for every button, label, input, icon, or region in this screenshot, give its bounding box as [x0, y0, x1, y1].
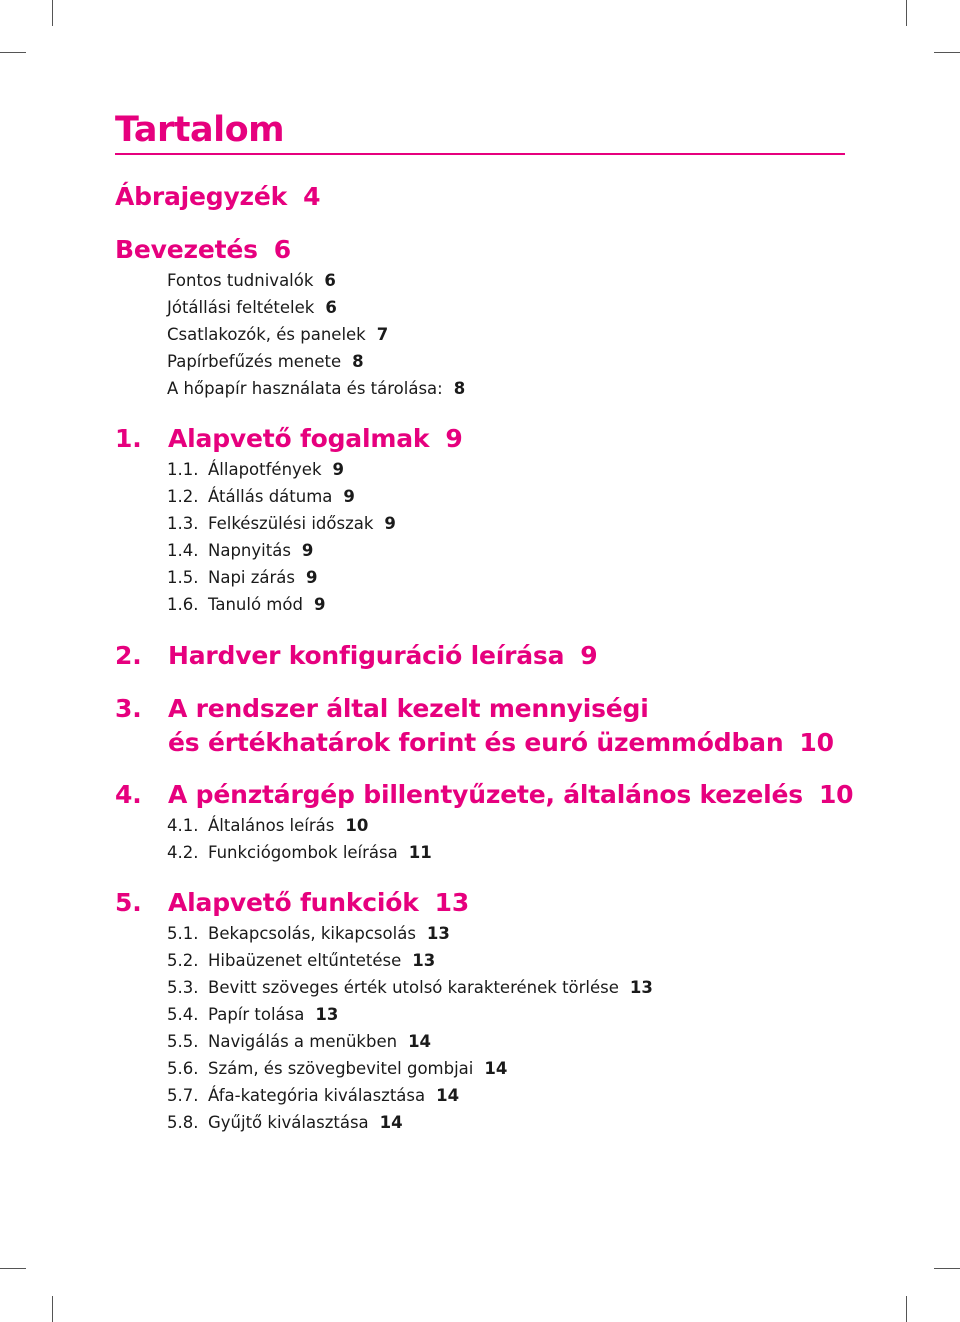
- toc-section-label-line-2: és értékhatárok forint és euró üzemmódban: [168, 728, 784, 757]
- toc-page-number: 7: [376, 325, 389, 344]
- toc-entry-5-7[interactable]: [167, 1085, 459, 1107]
- toc-entry-1-5[interactable]: [167, 567, 318, 589]
- toc-page-number: 13: [629, 978, 653, 997]
- toc-page-number: 9: [580, 641, 598, 670]
- toc-entry-label: Állapotfények: [208, 460, 322, 479]
- toc-section-label-line-1: A rendszer által kezelt mennyiségi: [168, 694, 649, 723]
- toc-entry-label: Papírbefűzés menete: [167, 352, 342, 371]
- toc-section-number: 4.: [115, 780, 142, 809]
- toc-page-number: 8: [453, 379, 466, 398]
- toc-section-label-line-2-wrapper: [115, 726, 834, 760]
- toc-entry-label: Szám, és szövegbevitel gombjai: [208, 1059, 474, 1078]
- toc-entry-thermal-paper[interactable]: [167, 378, 465, 400]
- toc-entry-paper-loading[interactable]: [167, 351, 364, 373]
- toc-entry-4-1[interactable]: [167, 815, 368, 837]
- toc-entry-label: Papír tolása: [208, 1005, 305, 1024]
- toc-section-label: Ábrajegyzék: [115, 182, 288, 211]
- toc-entry-label: Hibaüzenet eltűntetése: [208, 951, 402, 970]
- toc-entry-number: 1.3.: [167, 514, 199, 533]
- toc-page-number: 8: [352, 352, 364, 371]
- toc-entry-5-8[interactable]: [167, 1112, 403, 1134]
- toc-section-label: Alapvető funkciók: [168, 888, 419, 917]
- toc-page-number: 9: [343, 487, 355, 506]
- toc-entry-5-6[interactable]: [167, 1058, 507, 1080]
- toc-entry-1-6[interactable]: [167, 594, 325, 616]
- toc-entry-label: Áfa-kategória kiválasztása: [208, 1086, 426, 1105]
- toc-section-number: 1.: [115, 424, 142, 453]
- toc-entry-number: 5.4.: [167, 1005, 199, 1024]
- toc-entry-label: Napnyitás: [208, 541, 291, 560]
- toc-page-number: 14: [436, 1086, 460, 1105]
- toc-entry-warranty[interactable]: [167, 297, 337, 319]
- toc-entry-1-4[interactable]: [167, 540, 313, 562]
- toc-entry-number: 4.1.: [167, 816, 199, 835]
- toc-page-number: 6: [324, 271, 336, 290]
- toc-entry-number: 4.2.: [167, 843, 199, 862]
- toc-entry-label: Funkciógombok leírása: [208, 843, 398, 862]
- toc-entry-number: 1.5.: [167, 568, 199, 587]
- toc-page-number: 9: [332, 460, 344, 479]
- toc-section-number: 2.: [115, 641, 142, 670]
- toc-entry-1-1[interactable]: [167, 459, 344, 481]
- toc-entry-label: Jótállási feltételek: [167, 298, 315, 317]
- toc-page-number: 13: [412, 951, 436, 970]
- toc-section-3[interactable]: [115, 692, 834, 760]
- toc-entry-5-2[interactable]: [167, 950, 435, 972]
- toc-entry-label: Általános leírás: [208, 816, 335, 835]
- toc-entry-number: 5.6.: [167, 1059, 199, 1078]
- toc-entry-label: Felkészülési időszak: [208, 514, 374, 533]
- toc-entry-label: Navigálás a menükben: [208, 1032, 398, 1051]
- toc-entry-number: 1.2.: [167, 487, 199, 506]
- toc-entry-5-4[interactable]: [167, 1004, 338, 1026]
- toc-entry-number: 5.7.: [167, 1086, 199, 1105]
- toc-entry-label: Csatlakozók, és panelek: [167, 325, 366, 344]
- page-title: Tartalom: [115, 110, 285, 150]
- toc-entry-connectors[interactable]: [167, 324, 388, 346]
- toc-page-number: 9: [306, 568, 318, 587]
- toc-entry-label: Bevitt szöveges érték utolsó karakterének törlése: [208, 978, 619, 997]
- toc-entry-label: Fontos tudnivalók: [167, 271, 314, 290]
- toc-section-figures[interactable]: [115, 180, 320, 214]
- toc-entry-label: A hőpapír használata és tárolása:: [167, 379, 443, 398]
- toc-page-number: 10: [345, 816, 369, 835]
- toc-page-number: 11: [408, 843, 432, 862]
- toc-entry-number: 5.2.: [167, 951, 199, 970]
- toc-section-number: 3.: [115, 694, 142, 723]
- toc-page-number: 10: [799, 728, 834, 757]
- toc-section-label: Bevezetés: [115, 235, 258, 264]
- toc-page-number: 4: [303, 182, 321, 211]
- toc-page-number: 13: [315, 1005, 339, 1024]
- toc-page-number: 9: [301, 541, 314, 560]
- toc-page-number: 6: [325, 298, 337, 317]
- toc-section-label: Alapvető fogalmak: [168, 424, 430, 453]
- toc-entry-number: 1.4.: [167, 541, 199, 560]
- toc-entry-4-2[interactable]: [167, 842, 432, 864]
- toc-page-number: 9: [384, 514, 396, 533]
- toc-section-label: A pénztárgép billentyűzete, általános kezelés: [168, 780, 803, 809]
- toc-page-number: 13: [434, 888, 470, 917]
- toc-section-1[interactable]: [115, 422, 463, 456]
- toc-page-number: 14: [484, 1059, 508, 1078]
- toc-section-number: 5.: [115, 888, 142, 917]
- toc-entry-label: Tanuló mód: [208, 595, 303, 614]
- toc-page-number: 9: [313, 595, 326, 614]
- toc-page-number: 6: [273, 235, 291, 264]
- toc-entry-label: Bekapcsolás, kikapcsolás: [208, 924, 416, 943]
- toc-page-number: 14: [379, 1113, 403, 1132]
- toc-entry-number: 5.5.: [167, 1032, 199, 1051]
- toc-entry-number: 1.6.: [167, 595, 199, 614]
- toc-section-5[interactable]: [115, 886, 469, 920]
- toc-entry-number: 5.8.: [167, 1113, 199, 1132]
- toc-section-introduction[interactable]: [115, 233, 291, 267]
- toc-entry-important-notes[interactable]: [167, 270, 336, 292]
- toc-entry-5-5[interactable]: [167, 1031, 431, 1053]
- toc-entry-number: 1.1.: [167, 460, 199, 479]
- toc-entry-5-1[interactable]: [167, 923, 450, 945]
- toc-section-label: Hardver konfiguráció leírása: [168, 641, 565, 670]
- toc-page-number: 9: [445, 424, 463, 453]
- toc-entry-number: 5.3.: [167, 978, 199, 997]
- toc-entry-5-3[interactable]: [167, 977, 653, 999]
- toc-entry-label: Átállás dátuma: [208, 487, 333, 506]
- toc-entry-1-3[interactable]: [167, 513, 396, 535]
- toc-page-number: 13: [426, 924, 450, 943]
- toc-entry-number: 5.1.: [167, 924, 199, 943]
- toc-entry-label: Napi zárás: [208, 568, 296, 587]
- toc-entry-label: Gyűjtő kiválasztása: [208, 1113, 369, 1132]
- toc-entry-1-2[interactable]: [167, 486, 355, 508]
- toc-page-number: 14: [408, 1032, 432, 1051]
- toc-section-2[interactable]: [115, 639, 597, 673]
- toc-section-4[interactable]: [115, 778, 853, 812]
- toc-page-number: 10: [818, 780, 854, 809]
